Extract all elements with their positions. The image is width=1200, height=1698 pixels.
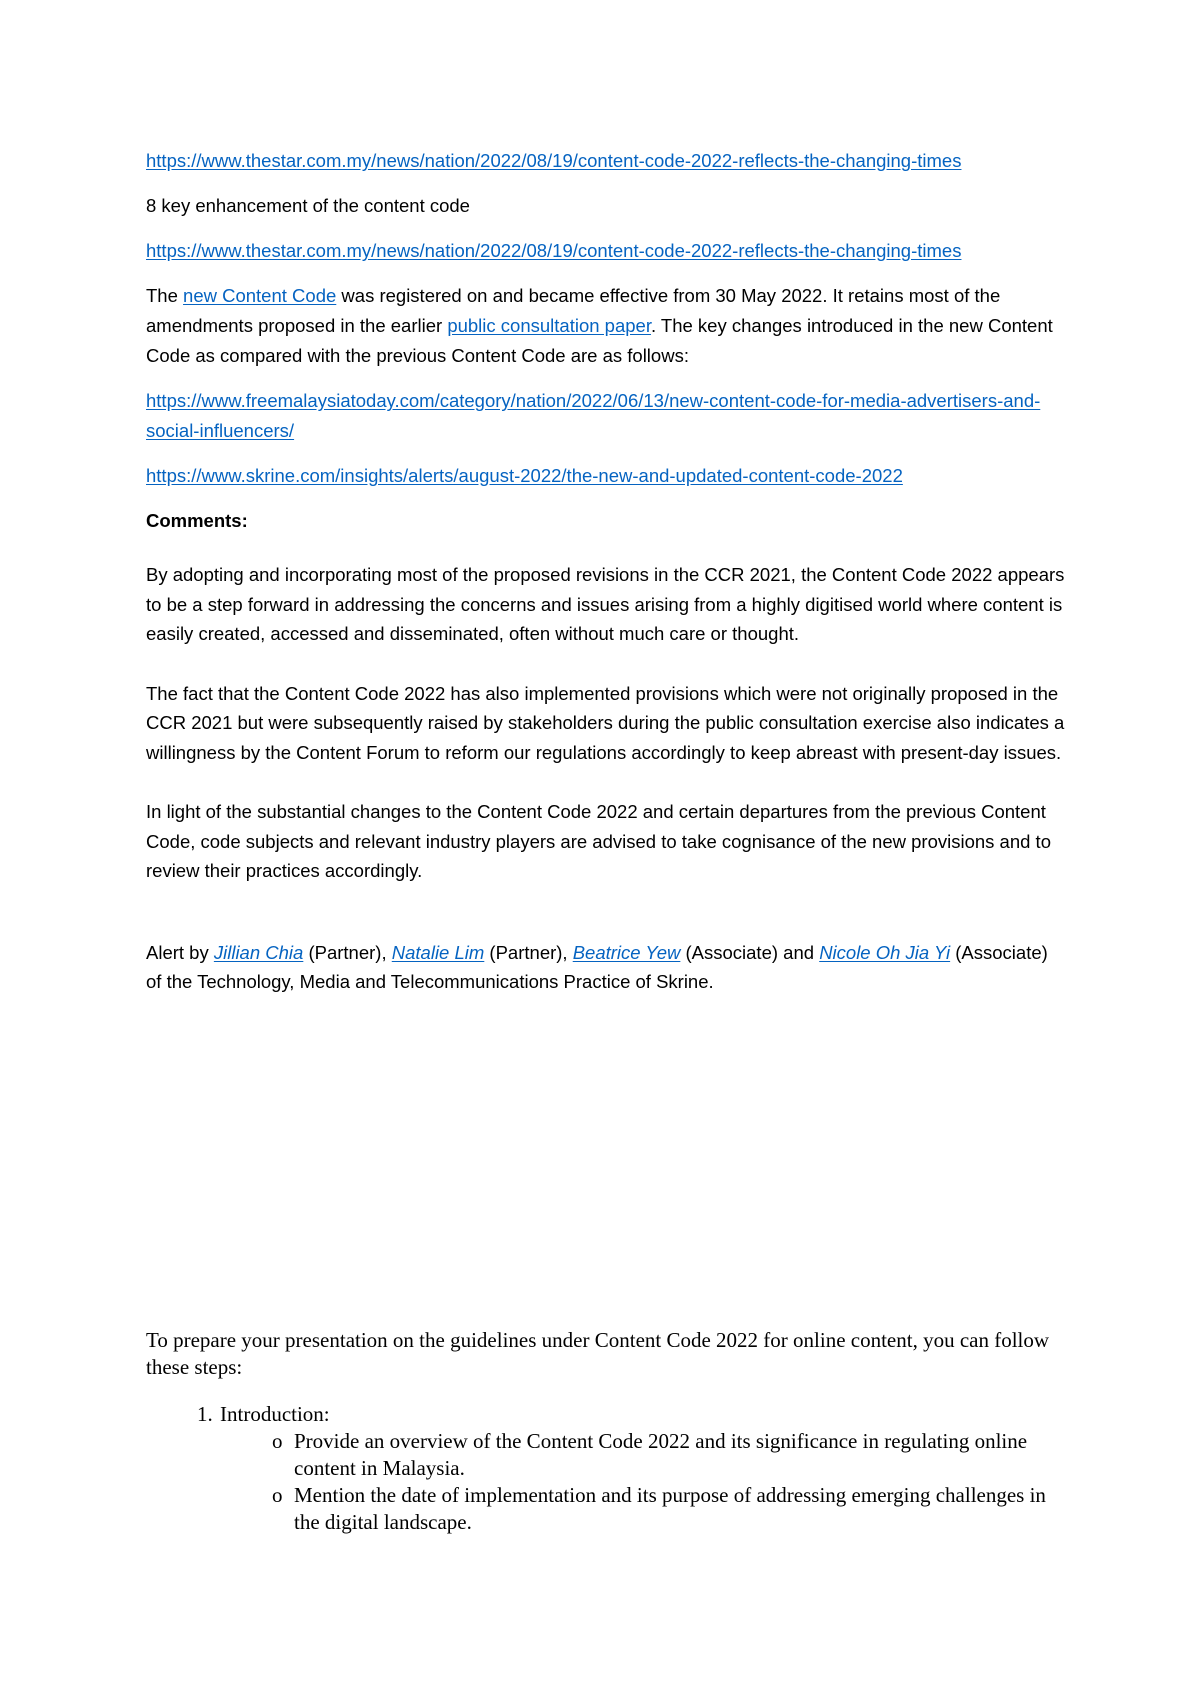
thestar-link[interactable]: https://www.thestar.com.my/news/nation/2022/08/19/content-code-2022-reflects-the-changing-times bbox=[146, 240, 962, 261]
key-enhancement-text: 8 key enhancement of the content code bbox=[146, 195, 470, 216]
comments-heading: Comments: bbox=[146, 510, 248, 531]
subitem-text: Provide an overview of the Content Code 2022 and its significance in regulating online content in Malaysia. bbox=[294, 1429, 1028, 1480]
step-title: Introduction: bbox=[220, 1402, 330, 1426]
public-consultation-paper-link[interactable]: public consultation paper bbox=[447, 315, 651, 336]
content-code-prefix: The bbox=[146, 285, 184, 306]
freemalaysiatoday-link[interactable]: https://www.freemalaysiatoday.com/category/nation/2022/06/13/new-content-code-for-media-advertisers-and-social-influencers/ bbox=[146, 390, 1041, 441]
alert-suffix: (Associate) of the Technology, Media and Telecommunications Practice of Skrine. bbox=[146, 941, 1048, 992]
steps-list bbox=[146, 1401, 1076, 1536]
author-role: (Associate) and bbox=[680, 941, 820, 963]
thestar-link[interactable]: https://www.thestar.com.my/news/nation/2022/08/19/content-code-2022-reflects-the-changing-times bbox=[146, 150, 962, 171]
author-link-natalie-lim[interactable]: Natalie Lim bbox=[391, 941, 485, 963]
comment-paragraph: The fact that the Content Code 2022 has also implemented provisions which were not originally proposed in the CCR 2021 but were subsequently raised by stakeholders during the public consultation exercise also indicates a willingness by the Content Forum to reform our regulations accordingly to keep abreast with present-day issues. bbox=[146, 682, 1065, 763]
subitem bbox=[220, 1482, 1076, 1536]
comment-paragraph: In light of the substantial changes to the Content Code 2022 and certain departures from the previous Content Code, code subjects and relevant industry players are advised to take cognisance of the new provisions and to review their practices accordingly. bbox=[146, 801, 1051, 881]
document-page bbox=[146, 146, 1066, 1015]
alert-credits bbox=[146, 938, 1066, 997]
content-code-paragraph bbox=[146, 281, 1066, 371]
hollow-bullet-icon: o bbox=[272, 1483, 283, 1507]
reference-paragraph bbox=[146, 146, 1066, 176]
presentation-guide bbox=[146, 1327, 1076, 1536]
comment-paragraph: By adopting and incorporating most of the proposed revisions in the CCR 2021, the Content Code 2022 appears to be a step forward in addressing the concerns and issues arising from a highly digitised world where content is easily created, accessed and disseminated, often without much care or thought. bbox=[146, 564, 1065, 644]
content-code-text: was registered on and became effective from 30 May 2022. It retains most of the amendments proposed in the earlier bbox=[146, 285, 1001, 336]
author-role: (Partner), bbox=[303, 941, 392, 963]
new-content-code-link[interactable]: new Content Code bbox=[183, 285, 337, 306]
reference-paragraph bbox=[146, 236, 1066, 266]
hollow-bullet-icon: o bbox=[272, 1429, 283, 1453]
step-subitems bbox=[220, 1428, 1076, 1536]
content-code-text-end: . The key changes introduced in the new Content Code as compared with the previous Content Code are as follows: bbox=[146, 315, 1053, 366]
presentation-intro: To prepare your presentation on the guidelines under Content Code 2022 for online content, you can follow these steps: bbox=[146, 1328, 1050, 1379]
author-link-nicole-oh-jia-yi[interactable]: Nicole Oh Jia Yi bbox=[819, 941, 951, 963]
reference-paragraph bbox=[146, 386, 1066, 446]
author-link-jillian-chia[interactable]: Jillian Chia bbox=[213, 941, 304, 963]
author-role: (Partner), bbox=[484, 941, 573, 963]
skrine-link[interactable]: https://www.skrine.com/insights/alerts/august-2022/the-new-and-updated-content-code-2022 bbox=[146, 465, 903, 486]
step-item bbox=[218, 1401, 1076, 1536]
author-link-beatrice-yew[interactable]: Beatrice Yew bbox=[572, 941, 681, 963]
reference-paragraph bbox=[146, 461, 1066, 491]
subitem bbox=[220, 1428, 1076, 1482]
alert-prefix: Alert by bbox=[146, 941, 214, 963]
subitem-text: Mention the date of implementation and its purpose of addressing emerging challenges in the digital landscape. bbox=[294, 1483, 1046, 1534]
